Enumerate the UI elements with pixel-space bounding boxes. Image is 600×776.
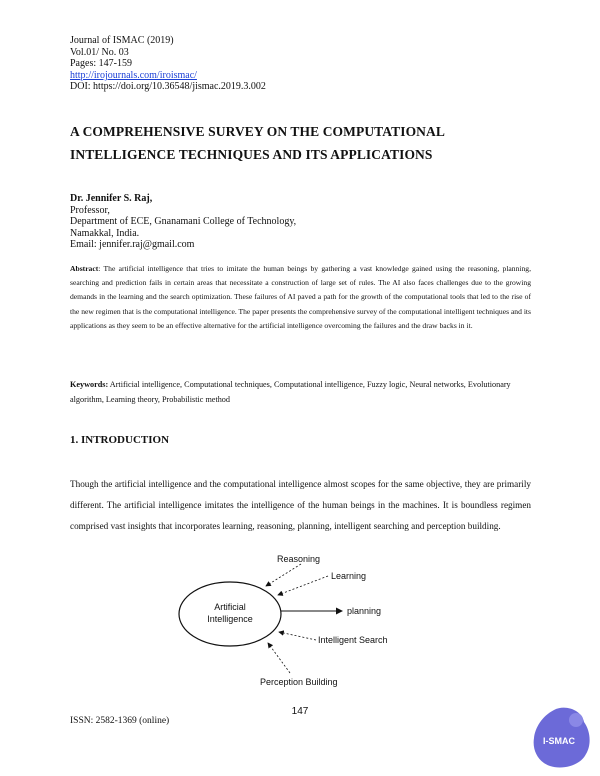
journal-url-link[interactable]: http://irojournals.com/iroismac/ — [70, 69, 197, 81]
ismac-logo — [532, 706, 592, 770]
author-email: Email: jennifer.raj@gmail.com — [70, 239, 195, 251]
journal-name: Journal of ISMAC (2019) — [70, 35, 174, 46]
journal-pages: Pages: 147-159 — [70, 58, 132, 70]
abstract-text: : The artificial intelligence that tries to imitate the human beings by gathering a vast knowledge gained using the reasoning, planning, searching and prediction fails in certain areas that necessitate a construction of large set of rules. The AI also faces challenges due to the growing demands in the learning and the search optimization. These failures of AI paved a path for the growth of the computational tools that led to the rise of the new regimen that is the computational intelligence. The paper presents the comprehensive survey of the computational intelligent techniques and its applications as they seem to be an effective alternative for the artificial intelligence overcoming the failures and the draw backs in it. — [70, 264, 531, 330]
diagram-center-line2: Intelligence — [207, 614, 253, 624]
issn: ISSN: 2582-1369 (online) — [70, 716, 170, 726]
diagram-perception: Perception Building — [260, 677, 338, 687]
author-block — [70, 193, 296, 251]
author-location: Namakkal, India. — [70, 227, 140, 239]
logo-text: I-SMAC — [543, 736, 575, 746]
diagram-center-line1: Artificial — [214, 602, 246, 612]
section-heading: 1. INTRODUCTION — [70, 434, 170, 446]
author-role: Professor, — [70, 204, 110, 216]
intelligent-search-arrow — [279, 632, 316, 640]
diagram-reasoning: Reasoning — [277, 554, 321, 564]
learning-arrow — [278, 576, 328, 595]
abstract-label: Abstract — [70, 264, 99, 273]
keywords-label: Keywords: — [70, 380, 109, 389]
page-number: 147 — [291, 706, 309, 717]
perception-arrow — [268, 643, 290, 673]
paper-title — [70, 120, 540, 166]
diagram-learning: Learning — [331, 571, 367, 581]
journal-doi: DOI: https://doi.org/10.36548/jismac.2019.3.002 — [70, 81, 266, 93]
keywords — [70, 378, 531, 407]
abstract — [70, 262, 531, 333]
diagram-planning: planning — [347, 606, 382, 616]
author-name: Dr. Jennifer S. Raj, — [70, 193, 153, 204]
paper-title-line1: A COMPREHENSIVE SURVEY ON THE COMPUTATIONAL — [70, 124, 445, 139]
keywords-text: Artificial intelligence, Computational techniques, Computational intelligence, Fuzzy logic, Neural networks, Evolutionary algorithm, Learning theory, Probabilistic method — [70, 380, 511, 404]
reasoning-arrow — [266, 564, 301, 586]
journal-header — [70, 35, 266, 93]
intro-paragraph: Though the artificial intelligence and the computational intelligence almost scopes for the same objective, they are primarily different. The artificial intelligence imitates the intelligence of the human beings in the machines. It is boundless regimen comprised vast insights that incorporates learning, reasoning, planning, intelligent searching and perception building. — [70, 479, 531, 531]
paper-title-line2: INTELLIGENCE TECHNIQUES AND ITS APPLICATIONS — [70, 147, 433, 162]
diagram-intelligent-search: Intelligent Search — [318, 635, 388, 645]
journal-volume: Vol.01/ No. 03 — [70, 46, 129, 58]
ai-diagram — [170, 548, 410, 693]
author-department: Department of ECE, Gnanamani College of Technology, — [70, 216, 297, 228]
